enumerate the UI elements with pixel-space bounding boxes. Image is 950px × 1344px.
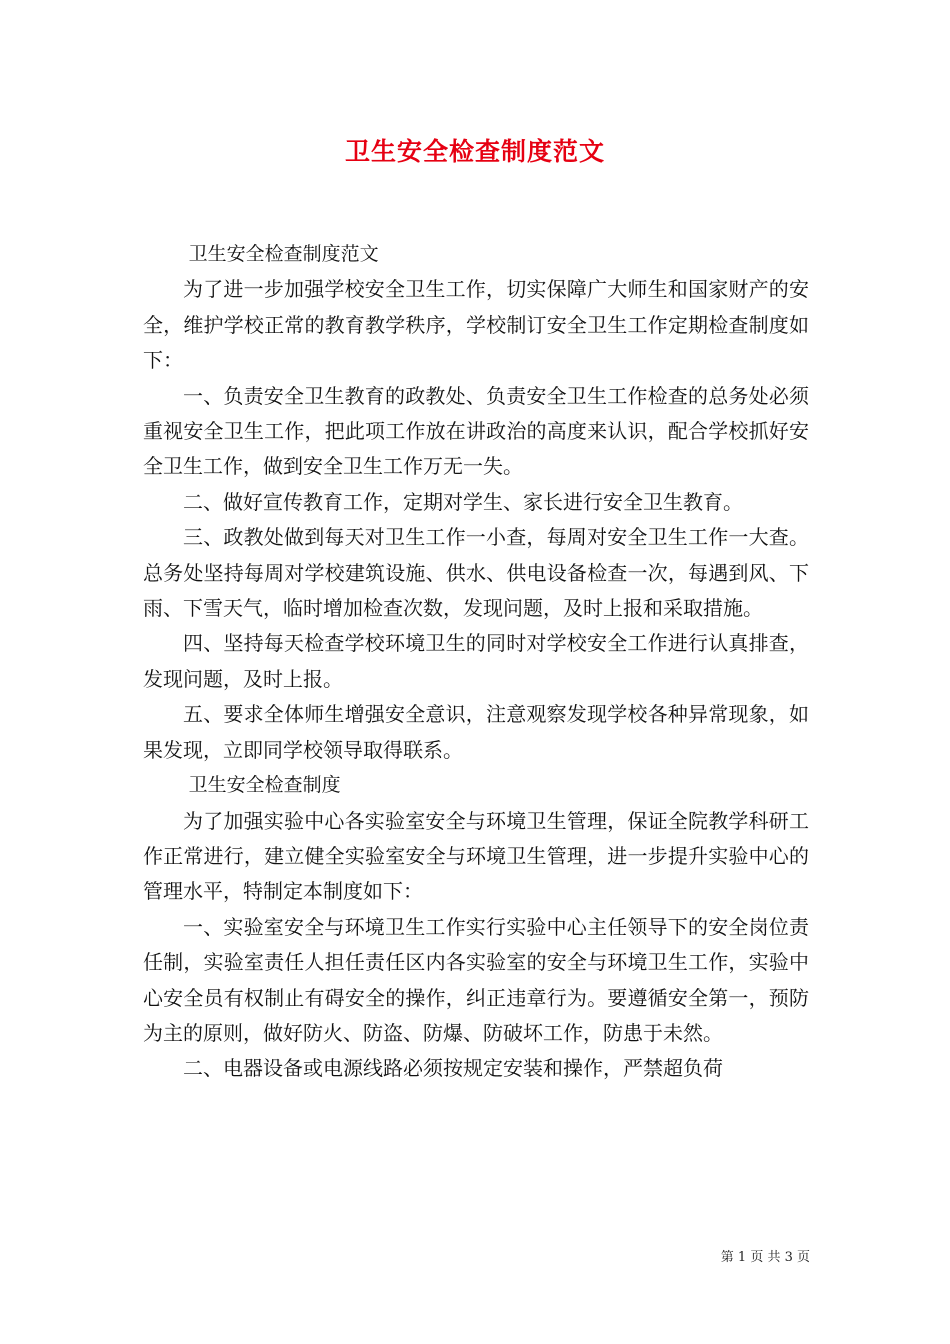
paragraph-item-3: 三、政教处做到每天对卫生工作一小查，每周对安全卫生工作一大查。总务处坚持每周对学校建筑设施、供水、供电设备检查一次，每遇到风、下雨、下雪天气，临时增加检查次数，发现问题，及时上报和采取措施。	[143, 525, 809, 621]
paragraph-lab-intro: 为了加强实验中心各实验室安全与环境卫生管理，保证全院教学科研工作正常进行，建立健全实验室安全与环境卫生管理，进一步提升实验中心的管理水平，特制定本制度如下：	[143, 808, 809, 904]
section-heading-1: 卫生安全检查制度范文	[188, 243, 379, 265]
page-footer: 第 1 页 共 3 页	[720, 1250, 810, 1265]
paragraph-item-2: 二、做好宣传教育工作，定期对学生、家长进行安全卫生教育。	[183, 489, 743, 514]
paragraph-lab-item-1: 一、实验室安全与环境卫生工作实行实验中心主任领导下的安全岗位责任制，实验室责任人担任责任区内各实验室的安全与环境卫生工作，实验中心安全员有权制止有碍安全的操作，纠正违章行为。要遵循安全第一，预防为主的原则，做好防火、防盗、防爆、防破坏工作，防患于未然。	[143, 914, 809, 1045]
document-title: 卫生安全检查制度范文	[344, 137, 605, 166]
section-heading-2: 卫生安全检查制度	[188, 774, 341, 797]
paragraph-item-1: 一、负责安全卫生教育的政教处、负责安全卫生工作检查的总务处必须重视安全卫生工作，把此项工作放在讲政治的高度来认识，配合学校抓好安全卫生工作，做到安全卫生工作万无一失。	[143, 383, 809, 479]
paragraph-intro: 为了进一步加强学校安全卫生工作，切实保障广大师生和国家财产的安全，维护学校正常的教育教学秩序，学校制订安全卫生工作定期检查制度如下：	[143, 277, 809, 373]
paragraph-item-4: 四、坚持每天检查学校环境卫生的同时对学校安全工作进行认真排查，发现问题，及时上报。	[143, 631, 809, 691]
document-body	[143, 237, 809, 1087]
paragraph-item-5: 五、要求全体师生增强安全意识，注意观察发现学校各种异常现象，如果发现，立即同学校领导取得联系。	[143, 702, 809, 762]
paragraph-lab-item-2: 二、电器设备或电源线路必须按规定安装和操作，严禁超负荷	[183, 1056, 723, 1081]
